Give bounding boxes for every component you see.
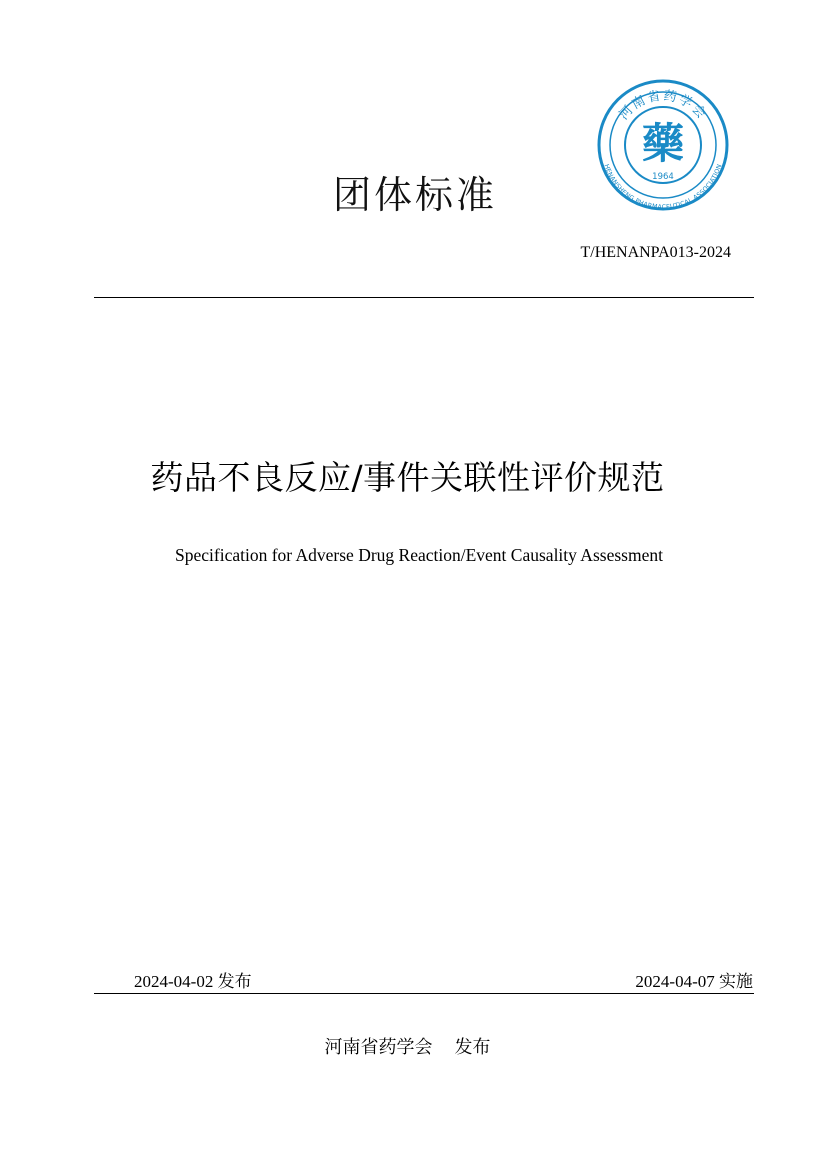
seal-year: 1964 xyxy=(652,172,674,182)
bottom-divider xyxy=(94,993,754,994)
seal-org-en-text: HENANSHENG PHARMACEUTICAL ASSOCIATION xyxy=(602,163,724,211)
standard-code: T/HENANPA013-2024 xyxy=(580,244,731,261)
issuer-line xyxy=(0,1033,815,1059)
association-seal-logo xyxy=(592,78,734,212)
implementation-date: 2024-04-07 实施 xyxy=(635,972,753,991)
seal-org-cn-text: 河南省药学会 xyxy=(616,88,710,124)
issuer-name: 河南省药学会 xyxy=(324,1037,433,1058)
seal-center-glyph: 藥 xyxy=(641,119,685,168)
release-date: 2024-04-02 发布 xyxy=(134,972,252,991)
title-english: Specification for Adverse Drug Reaction/Event Causality Assessment xyxy=(175,545,663,565)
document-type-heading: 团体标准 xyxy=(332,173,497,217)
title-chinese: 药品不良反应/事件关联性评价规范 xyxy=(150,458,665,497)
top-divider xyxy=(94,297,754,298)
issuer-action: 发布 xyxy=(454,1037,491,1058)
